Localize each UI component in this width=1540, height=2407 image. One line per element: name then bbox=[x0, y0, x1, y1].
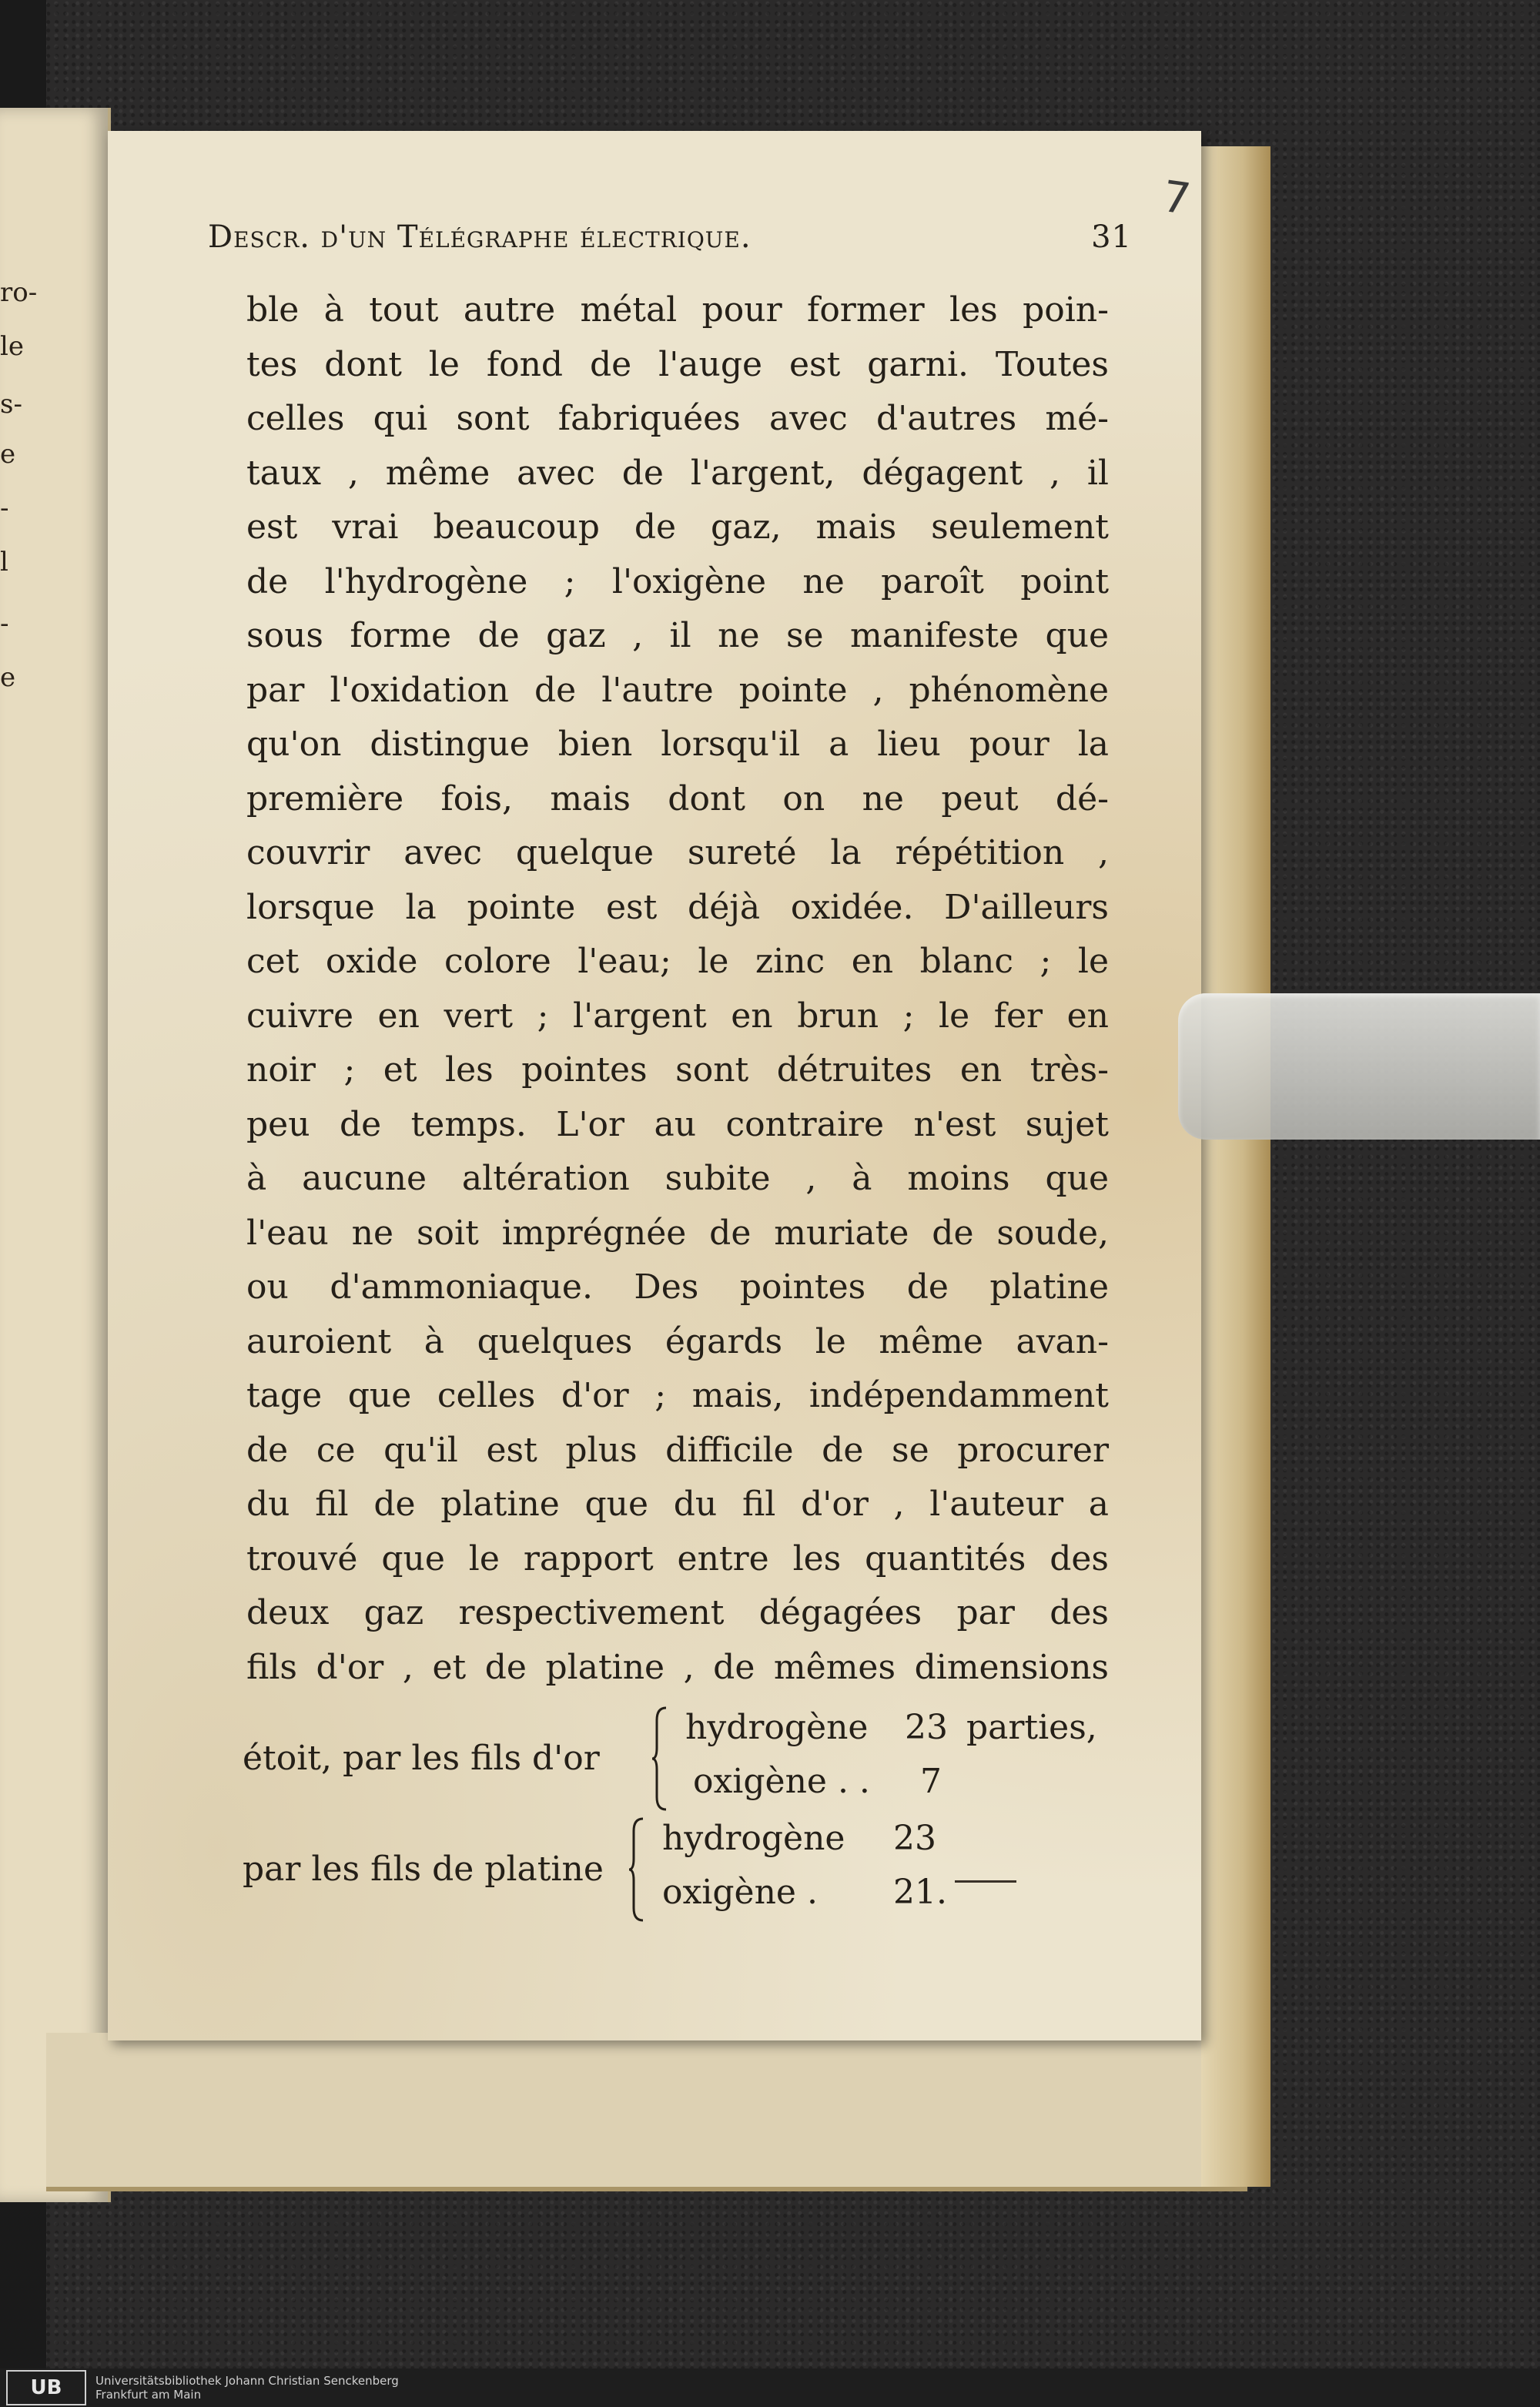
left-page-fragment: s- bbox=[0, 389, 22, 420]
institution-name: Universitätsbibliothek Johann Christian Senckenberg bbox=[95, 2374, 399, 2388]
text-line: trouvé que le rapport entre les quantités des bbox=[246, 1538, 1109, 1578]
text-line: de ce qu'il est plus difficile de se procurer bbox=[246, 1430, 1109, 1470]
text-line: de l'hydrogène ; l'oxigène ne paroît point bbox=[246, 561, 1109, 601]
institution-city: Frankfurt am Main bbox=[95, 2388, 202, 2402]
gold-oxygen-label: oxigène . . bbox=[693, 1762, 870, 1801]
text-line: lorsque la pointe est déjà oxidée. D'ailleurs bbox=[246, 887, 1109, 927]
left-page-edge bbox=[0, 108, 111, 2202]
text-line: couvrir avec quelque sureté la répétition , bbox=[246, 833, 1109, 872]
text-line: ble à tout autre métal pour former les poin- bbox=[246, 290, 1109, 330]
text-line: fils d'or , et de platine , de mêmes dimensions bbox=[246, 1647, 1109, 1687]
page-fore-edge bbox=[1201, 146, 1270, 2187]
library-logo: UB bbox=[6, 2370, 86, 2405]
running-header bbox=[208, 219, 1132, 255]
text-line: taux , même avec de l'argent, dégagent , il bbox=[246, 453, 1109, 493]
text-line: celles qui sont fabriquées avec d'autres mé- bbox=[246, 399, 1109, 438]
curly-brace-icon bbox=[628, 1816, 646, 1923]
left-page-fragment: - bbox=[0, 493, 9, 524]
gold-table-lead: étoit, par les fils d'or bbox=[243, 1739, 600, 1778]
text-line: par l'oxidation de l'autre pointe , phénomène bbox=[246, 670, 1109, 710]
text-line: tes dont le fond de l'auge est garni. Toutes bbox=[246, 344, 1109, 384]
gold-oxygen-value: 7 bbox=[920, 1762, 942, 1801]
text-line: peu de temps. L'or au contraire n'est sujet bbox=[246, 1104, 1109, 1144]
platinum-hydrogen-value: 23 bbox=[893, 1819, 936, 1858]
text-line: sous forme de gaz , il ne se manifeste que bbox=[246, 616, 1109, 655]
platinum-table-lead: par les fils de platine bbox=[243, 1850, 604, 1889]
text-line: du fil de platine que du fil d'or , l'auteur a bbox=[246, 1485, 1109, 1524]
running-title: Descr. d'un Télégraphe électrique. bbox=[208, 219, 752, 255]
text-line: ou d'ammoniaque. Des pointes de platine bbox=[246, 1267, 1109, 1307]
platinum-hydrogen-label: hydrogène bbox=[662, 1819, 845, 1858]
left-page-fragment: e bbox=[0, 662, 16, 693]
text-line: est vrai beaucoup de gaz, mais seulement bbox=[246, 507, 1109, 547]
text-line: tage que celles d'or ; mais, indépendamment bbox=[246, 1376, 1109, 1415]
left-page-fragment: ro- bbox=[0, 277, 38, 308]
text-line: à aucune altération subite , à moins que bbox=[246, 1159, 1109, 1198]
library-credit bbox=[95, 2374, 399, 2402]
ink-rule bbox=[955, 1880, 1016, 1883]
text-line: auroient à quelques égards le même avan- bbox=[246, 1321, 1109, 1361]
text-line: qu'on distingue bien lorsqu'il a lieu pour la bbox=[246, 725, 1109, 764]
page-number: 31 bbox=[1091, 219, 1132, 255]
text-line: cet oxide colore l'eau; le zinc en blanc ; le bbox=[246, 942, 1109, 981]
gold-hydrogen-label: hydrogène bbox=[685, 1708, 869, 1747]
text-line: l'eau ne soit imprégnée de muriate de soude, bbox=[246, 1213, 1109, 1253]
platinum-oxygen-value: 21. bbox=[893, 1873, 947, 1912]
left-page-fragment: le bbox=[0, 331, 24, 362]
curly-brace-icon bbox=[651, 1705, 669, 1813]
platinum-oxygen-label: oxigène . bbox=[662, 1873, 818, 1912]
text-line: noir ; et les pointes sont détruites en très- bbox=[246, 1050, 1109, 1090]
transparent-tape-strip bbox=[1178, 993, 1540, 1140]
library-footer bbox=[0, 2369, 1540, 2407]
gold-hydrogen-value: 23 bbox=[905, 1708, 948, 1747]
body-text bbox=[246, 283, 1109, 1695]
left-page-fragment: l bbox=[0, 547, 8, 577]
text-line: première fois, mais dont on ne peut dé- bbox=[246, 778, 1109, 819]
handwritten-folio-number: 7 bbox=[1159, 171, 1194, 226]
text-line: deux gaz respectivement dégagées par des bbox=[246, 1593, 1109, 1632]
left-page-fragment: - bbox=[0, 608, 9, 639]
left-page-fragment: e bbox=[0, 439, 16, 470]
page-block-bottom bbox=[46, 2033, 1247, 2191]
gold-hydrogen-unit: parties, bbox=[966, 1708, 1097, 1747]
text-line: cuivre en vert ; l'argent en brun ; le fer en bbox=[246, 996, 1109, 1036]
